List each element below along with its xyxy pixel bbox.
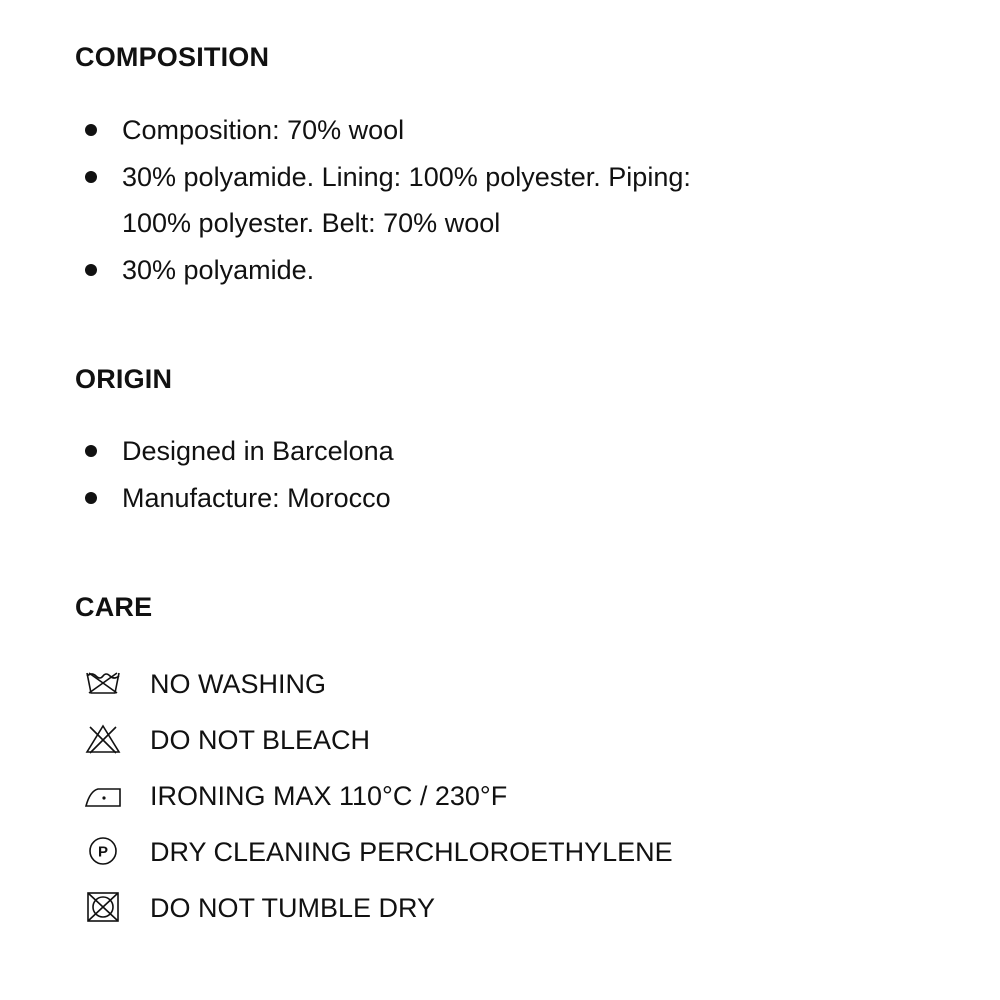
bullet-icon [85,124,97,136]
iron-low-icon [84,779,122,811]
bullet-icon [85,171,97,183]
list-item-text: Manufacture: Morocco [122,482,391,513]
list-item-text: 30% polyamide. [122,254,315,285]
list-item [0,247,900,294]
care-item-label: NO WASHING [150,669,327,699]
origin-heading: ORIGIN [75,364,173,394]
care-item-label: DRY CLEANING PERCHLOROETHYLENE [150,837,673,867]
svg-text:P: P [97,843,109,861]
list-item [0,107,900,154]
care-item-label: IRONING MAX 110°C / 230°F [150,781,508,811]
list-item-text: Composition: 70% wool [122,115,405,145]
list-item-text: Designed in Barcelona [122,436,394,466]
bullet-icon [85,492,97,504]
care-item [0,829,673,885]
bullet-icon [85,264,97,276]
composition-heading: COMPOSITION [75,42,270,72]
list-item [0,475,900,522]
care-item [0,773,673,829]
composition-list [0,107,900,293]
list-item [0,428,900,475]
care-item-label: DO NOT TUMBLE DRY [150,893,436,923]
care-item-label: DO NOT BLEACH [150,725,371,755]
no-tumble-dry-icon [84,891,122,923]
care-heading: CARE [75,592,153,622]
origin-list [0,428,900,521]
no-washing-icon [84,667,122,699]
list-item [0,154,900,247]
care-item [0,717,673,773]
care-list [0,661,673,941]
bullet-icon [85,445,97,457]
care-item [0,661,673,717]
care-item [0,885,673,941]
do-not-bleach-icon [84,723,122,755]
list-item-text: 30% polyamide. Lining: 100% polyester. Piping: 100% polyester. Belt: 70% wool [122,161,691,238]
dry-clean-p-icon [84,835,122,867]
